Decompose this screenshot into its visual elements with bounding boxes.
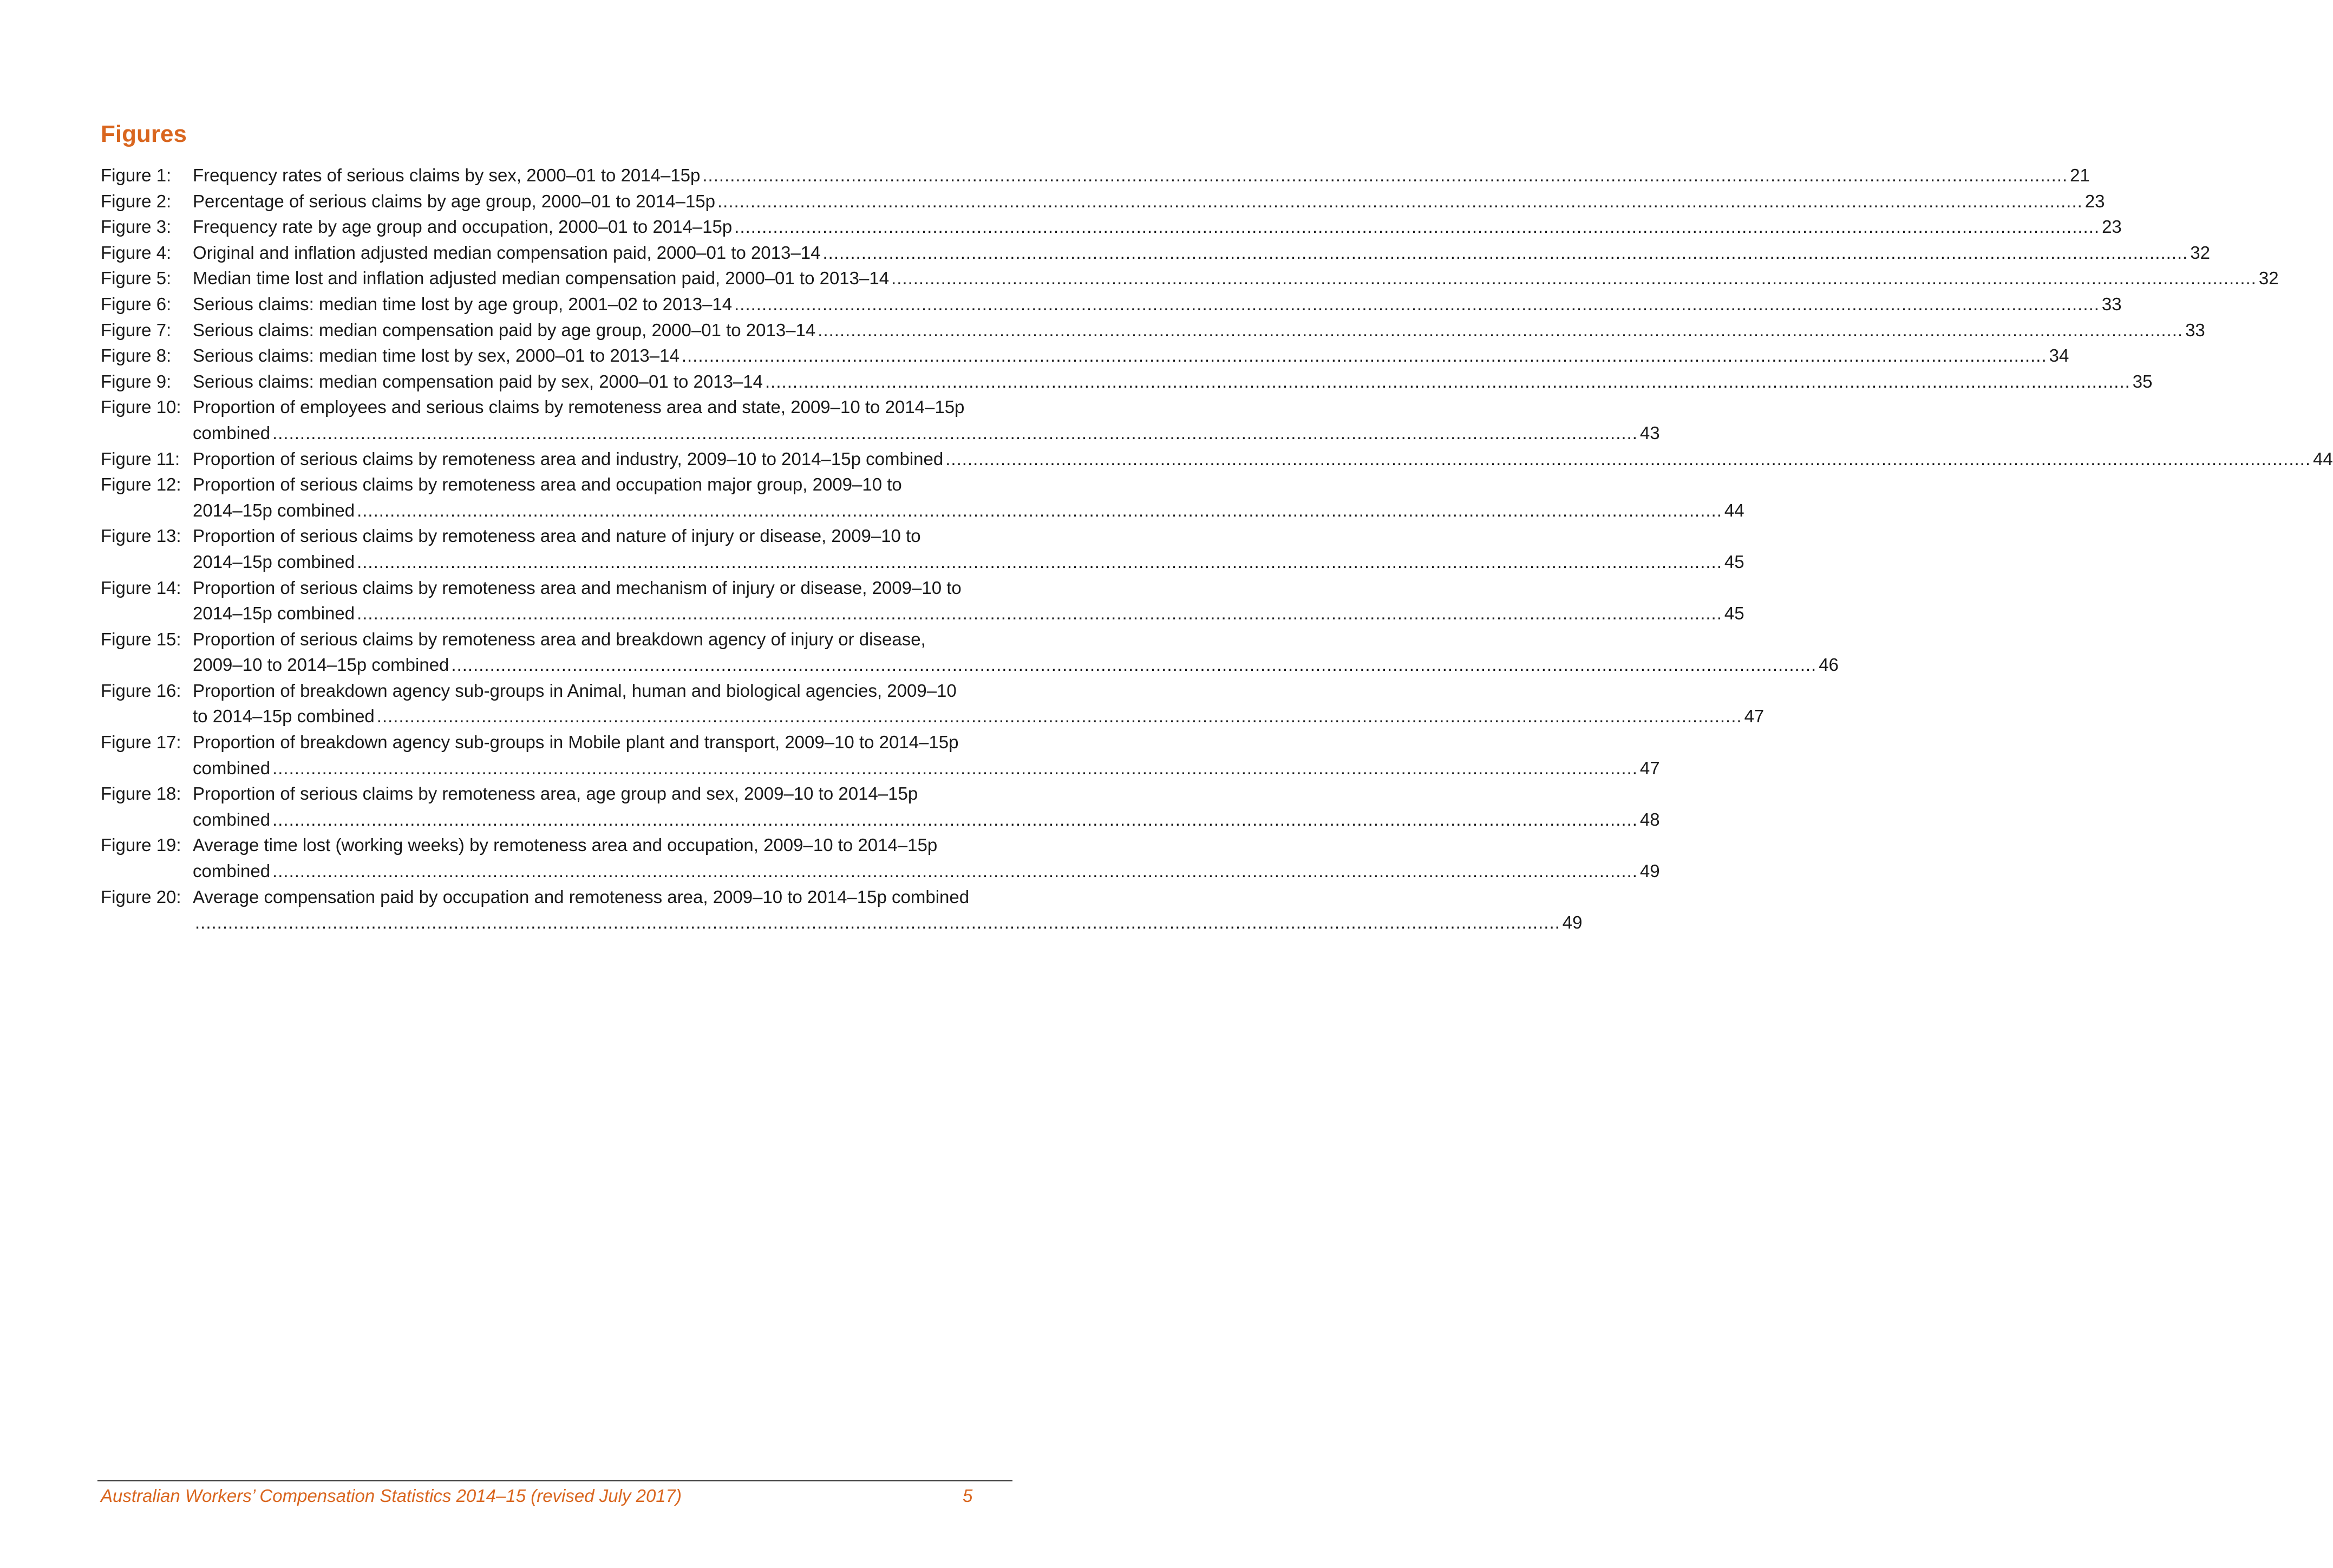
figure-page-number: 49 [1639, 861, 1660, 881]
toc-entry[interactable] [101, 729, 1660, 781]
leader-line [193, 162, 2090, 188]
figure-title-line: Proportion of serious claims by remoteness area, age group and sex, 2009–10 to 2014–15p [193, 783, 918, 804]
figure-title: Frequency rate by age group and occupation, 2000–01 to 2014–15p [193, 217, 733, 237]
dot-leader [272, 755, 1638, 781]
leader-line [193, 858, 1660, 884]
figure-caption [193, 832, 1660, 884]
leader-line [193, 600, 1744, 626]
figure-page-number: 48 [1639, 809, 1660, 829]
figure-caption [193, 472, 1744, 523]
figure-caption [193, 343, 2069, 369]
leader-line [193, 317, 2205, 343]
figure-title: Percentage of serious claims by age group, 2000–01 to 2014–15p [193, 191, 716, 211]
toc-entry[interactable] [101, 446, 2333, 472]
dot-leader [272, 807, 1638, 833]
figure-number: Figure 12: [101, 474, 181, 495]
figure-caption [193, 781, 1660, 832]
dot-leader [717, 188, 2083, 214]
figure-caption [193, 884, 1583, 936]
toc-entry[interactable] [101, 472, 1744, 523]
figure-page-number: 43 [1639, 422, 1660, 443]
toc-entry[interactable] [101, 369, 2153, 395]
leader-line [193, 549, 1744, 575]
footer-page-number: 5 [963, 1486, 973, 1506]
figure-number: Figure 14: [101, 577, 181, 598]
toc-entry[interactable] [101, 781, 1660, 832]
figure-title-line: Proportion of serious claims by remoteness area and breakdown agency of injury or disease, [193, 629, 926, 649]
leader-line [193, 265, 2279, 291]
toc-entry[interactable] [101, 626, 1839, 678]
leader-line [193, 369, 2153, 395]
figure-page-number: 23 [2102, 217, 2122, 237]
figure-page-number: 46 [1819, 655, 1839, 675]
figure-number: Figure 19: [101, 835, 181, 855]
figure-title-line: Average compensation paid by occupation and remoteness area, 2009–10 to 2014–15p combined [193, 886, 970, 907]
figure-caption [193, 265, 2279, 291]
figure-number: Figure 13: [101, 526, 181, 546]
figure-title: combined [193, 422, 271, 443]
figure-page-number: 44 [1724, 500, 1744, 520]
figure-caption [193, 240, 2210, 266]
leader-line [193, 755, 1660, 781]
toc-entry[interactable] [101, 575, 1744, 626]
figure-title: 2014–15p combined [193, 551, 355, 572]
dot-leader [377, 703, 1742, 729]
figure-page-number: 23 [2084, 191, 2105, 211]
figure-title: Serious claims: median compensation paid by age group, 2000–01 to 2013–14 [193, 319, 816, 340]
figure-number: Figure 2: [101, 191, 172, 211]
dot-leader [682, 343, 2047, 369]
figure-page-number: 45 [1724, 551, 1744, 572]
figure-caption [193, 446, 2333, 472]
figure-caption [193, 729, 1660, 781]
dot-leader [734, 291, 2100, 317]
figure-title: Proportion of serious claims by remoteness area and industry, 2009–10 to 2014–15p combined [193, 448, 944, 469]
figure-title: 2014–15p combined [193, 603, 355, 624]
toc-entry[interactable] [101, 240, 2211, 266]
leader-line [193, 214, 2122, 240]
toc-entry[interactable] [101, 214, 2122, 240]
figure-number: Figure 8: [101, 345, 172, 366]
leader-line [193, 188, 2105, 214]
figure-title-line: Proportion of serious claims by remoteness area and occupation major group, 2009–10 to [193, 474, 902, 495]
figure-title: Frequency rates of serious claims by sex, 2000–01 to 2014–15p [193, 165, 701, 185]
figure-title: Median time lost and inflation adjusted median compensation paid, 2000–01 to 2013–14 [193, 268, 890, 289]
figure-page-number: 45 [1724, 603, 1744, 624]
figure-number: Figure 11: [101, 448, 180, 469]
figure-caption [193, 214, 2122, 240]
figure-title: combined [193, 861, 271, 881]
toc-entry[interactable] [101, 188, 2105, 214]
figure-number: Figure 18: [101, 783, 181, 804]
dot-leader [734, 214, 2100, 240]
dot-leader [357, 549, 1722, 575]
figure-title: Serious claims: median compensation paid by sex, 2000–01 to 2013–14 [193, 371, 763, 391]
figure-number: Figure 10: [101, 397, 181, 417]
figure-number: Figure 17: [101, 732, 181, 753]
figure-page-number: 49 [1562, 912, 1583, 933]
leader-line [193, 703, 1764, 729]
figure-caption [193, 394, 1660, 446]
figure-number: Figure 20: [101, 886, 181, 907]
toc-entry[interactable] [101, 884, 1583, 936]
toc-entry[interactable] [101, 317, 2205, 343]
figure-number: Figure 3: [101, 217, 172, 237]
dot-leader [702, 162, 2068, 188]
leader-line [193, 240, 2210, 266]
figure-page-number: 21 [2070, 165, 2090, 185]
figure-caption [193, 369, 2153, 395]
figure-number: Figure 4: [101, 242, 172, 263]
page-title: Figures [101, 121, 187, 147]
figure-number: Figure 5: [101, 268, 172, 289]
figure-number: Figure 9: [101, 371, 172, 391]
figure-page-number: 47 [1639, 757, 1660, 778]
leader-line [193, 652, 1839, 678]
figures-list [101, 162, 2333, 936]
leader-line [193, 343, 2069, 369]
figure-title-line: Proportion of breakdown agency sub-groups in Animal, human and biological agencies, 2009–10 [193, 680, 957, 701]
figure-caption [193, 291, 2122, 317]
figure-page-number: 44 [2313, 448, 2333, 469]
leader-line [193, 291, 2122, 317]
dot-leader [272, 858, 1638, 884]
figure-page-number: 32 [2190, 242, 2211, 263]
figure-title-line: Proportion of employees and serious claims by remoteness area and state, 2009–10 to 2014–15p [193, 397, 965, 417]
figure-title-line: Proportion of serious claims by remoteness area and mechanism of injury or disease, 2009–10 to [193, 577, 962, 598]
leader-line [193, 420, 1660, 446]
figure-page-number: 33 [2185, 319, 2205, 340]
figure-title: 2009–10 to 2014–15p combined [193, 655, 449, 675]
figure-number: Figure 7: [101, 319, 172, 340]
figure-number: Figure 1: [101, 165, 172, 185]
figure-title: combined [193, 809, 271, 829]
toc-entry[interactable] [101, 265, 2279, 291]
figure-caption [193, 317, 2205, 343]
leader-line [193, 807, 1660, 833]
toc-entry[interactable] [101, 394, 1660, 446]
figure-caption [193, 575, 1744, 626]
figure-title-line: Average time lost (working weeks) by remoteness area and occupation, 2009–10 to 2014–15p [193, 835, 938, 855]
dot-leader [357, 498, 1722, 524]
figure-caption [193, 626, 1839, 678]
figure-page-number: 32 [2258, 268, 2279, 289]
figure-title: Original and inflation adjusted median compensation paid, 2000–01 to 2013–14 [193, 242, 821, 263]
figure-title: Serious claims: median time lost by age group, 2001–02 to 2013–14 [193, 293, 733, 314]
figure-page-number: 34 [2049, 345, 2069, 366]
dot-leader [272, 420, 1638, 446]
figure-caption [193, 162, 2090, 188]
dot-leader [765, 369, 2131, 395]
dot-leader [891, 265, 2257, 291]
figure-title-line: Proportion of serious claims by remoteness area and nature of injury or disease, 2009–10 to [193, 526, 921, 546]
toc-entry[interactable] [101, 162, 2090, 188]
figure-page-number: 47 [1744, 706, 1765, 727]
dot-leader [823, 240, 2188, 266]
leader-line [193, 910, 1583, 936]
toc-entry[interactable] [101, 832, 1660, 884]
leader-line [193, 498, 1744, 524]
figure-caption [193, 678, 1764, 729]
footer-divider [97, 1480, 1012, 1481]
figure-title: Serious claims: median time lost by sex, 2000–01 to 2013–14 [193, 345, 679, 366]
dot-leader [945, 446, 2311, 472]
toc-entry[interactable] [101, 343, 2069, 369]
figure-title: 2014–15p combined [193, 500, 355, 520]
figure-title: combined [193, 757, 271, 778]
toc-entry[interactable] [101, 523, 1744, 574]
figure-caption [193, 188, 2105, 214]
figure-title: to 2014–15p combined [193, 706, 375, 727]
dot-leader [451, 652, 1816, 678]
figure-number: Figure 15: [101, 629, 181, 649]
toc-entry[interactable] [101, 291, 2122, 317]
figure-number: Figure 16: [101, 680, 181, 701]
figure-title-line: Proportion of breakdown agency sub-groups in Mobile plant and transport, 2009–10 to 2014–15p [193, 732, 959, 753]
dot-leader [195, 910, 1560, 936]
dot-leader [357, 600, 1722, 626]
leader-line [193, 446, 2333, 472]
figure-page-number: 35 [2132, 371, 2153, 391]
dot-leader [818, 317, 2183, 343]
figure-page-number: 33 [2101, 293, 2122, 314]
footer-document-title: Australian Workers’ Compensation Statistics 2014–15 (revised July 2017) [101, 1486, 682, 1506]
figure-number: Figure 6: [101, 293, 172, 314]
figure-caption [193, 523, 1744, 574]
toc-entry[interactable] [101, 678, 1765, 729]
